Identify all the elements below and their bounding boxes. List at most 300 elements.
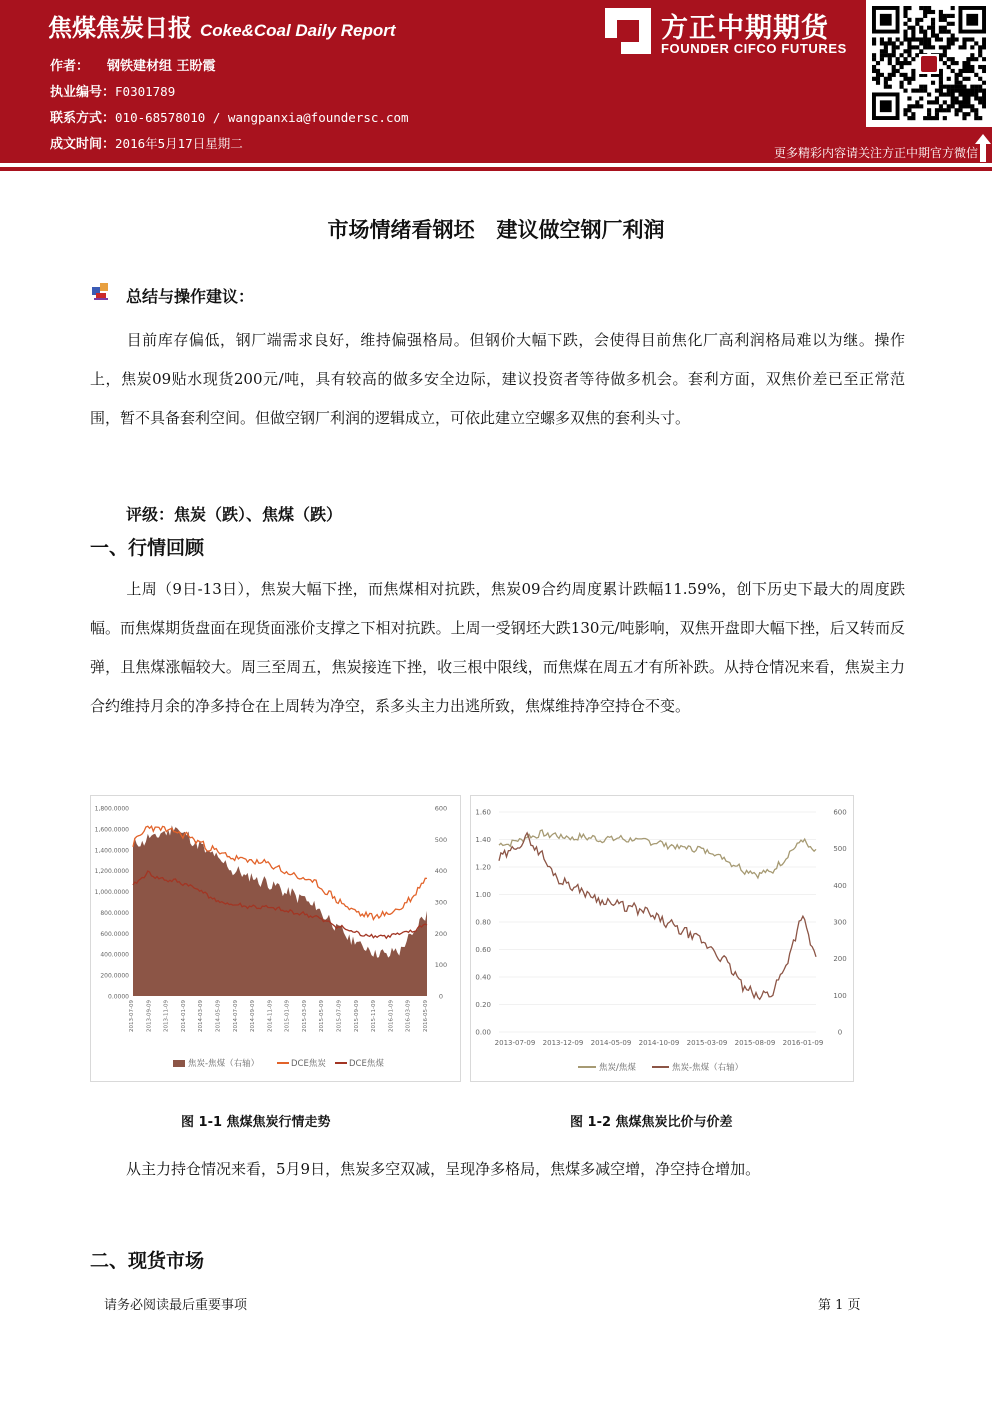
qr-module <box>892 45 896 49</box>
qr-module <box>903 108 907 112</box>
qr-module <box>919 26 923 30</box>
follow-bar <box>0 141 992 163</box>
qr-module <box>900 81 904 85</box>
qr-module <box>907 53 911 57</box>
qr-module <box>951 85 955 89</box>
qr-module <box>974 96 978 100</box>
qr-module <box>958 104 962 108</box>
qr-module <box>970 37 974 41</box>
qr-module <box>872 65 876 69</box>
qr-module <box>955 89 959 93</box>
qr-module <box>951 100 955 104</box>
qr-module <box>919 89 923 93</box>
qr-module <box>907 116 911 120</box>
section1-heading: 一、行情回顾 <box>90 537 205 559</box>
qr-module <box>947 37 951 41</box>
qr-module <box>903 89 907 93</box>
qr-module <box>907 6 911 10</box>
author-row <box>50 55 216 74</box>
qr-module <box>982 37 986 41</box>
contact-value[interactable]: 010-68578010 / wangpanxia@foundersc.com <box>115 110 409 125</box>
qr-module <box>903 37 907 41</box>
qr-module <box>915 100 919 104</box>
legend-label-spread: 焦炭-焦煤（右轴） <box>188 1059 260 1069</box>
x-tick-label: 2013-12-09 <box>542 1039 584 1047</box>
qr-module <box>896 45 900 49</box>
qr-module <box>931 30 935 34</box>
qr-module <box>951 92 955 96</box>
x-tick-label: 2014-11-09 <box>267 1000 274 1032</box>
qr-module <box>951 34 955 38</box>
market-review-text: 上周（9日-13日），焦炭大幅下挫，而焦煤相对抗跌，焦炭09合约周度累计跌幅11.59%，创下历史下最大的周度跌幅。而焦煤期货盘面在现货面涨价支撑之下相对抗跌。上周一受钢坯大跌130元/吨影响，双焦开盘即大幅下挫，后又转而反弹，且焦煤涨幅较大。周三至周五，焦炭接连下挫，收三根中限线，而焦煤在周五才有所补跌。从持仓情况来看，焦炭主力合约维持月余的净多持仓在上周转为净空，系多头主力出逃所致，焦煤维持净空持仓不变。 <box>90 580 905 715</box>
qr-module <box>872 53 876 57</box>
qr-module <box>982 89 986 93</box>
qr-module <box>907 49 911 53</box>
license-label: 执业编号： <box>50 85 116 100</box>
qr-module <box>931 18 935 22</box>
qr-module <box>958 92 962 96</box>
date-value: 2016年5月17日星期二 <box>115 136 243 151</box>
follow-wechat-text: 更多精彩内容请关注方正中期官方微信 <box>773 146 978 160</box>
qr-module <box>915 18 919 22</box>
qr-module <box>923 30 927 34</box>
qr-module <box>962 96 966 100</box>
qr-module <box>962 77 966 81</box>
qr-module <box>872 77 876 81</box>
qr-module <box>884 45 888 49</box>
qr-module <box>955 108 959 112</box>
qr-module <box>951 57 955 61</box>
y-left-tick-label: 1,400.0000 <box>94 847 129 855</box>
qr-module <box>931 45 935 49</box>
qr-module <box>915 53 919 57</box>
qr-module <box>951 41 955 45</box>
qr-module <box>966 112 970 116</box>
qr-module <box>927 100 931 104</box>
qr-module <box>935 37 939 41</box>
qr-module <box>943 108 947 112</box>
qr-module <box>935 96 939 100</box>
qr-module <box>907 96 911 100</box>
x-tick-label: 2015-03-09 <box>686 1039 728 1047</box>
qr-module <box>947 89 951 93</box>
qr-module <box>915 37 919 41</box>
qr-module <box>939 45 943 49</box>
qr-module <box>876 81 880 85</box>
qr-module <box>919 30 923 34</box>
qr-module <box>962 89 966 93</box>
qr-module <box>919 104 923 108</box>
qr-module <box>978 65 982 69</box>
qr-module <box>888 37 892 41</box>
arrow-up-icon <box>975 134 991 162</box>
x-tick-label: 2016-01-09 <box>782 1039 824 1047</box>
x-tick-label: 2016-05-09 <box>423 1000 429 1032</box>
qr-module <box>931 22 935 26</box>
summary-text: 目前库存偏低，钢厂端需求良好，维持偏强格局。但钢价大幅下跌，会使得目前焦化厂高利润格局难以为继。操作上，焦炭09贴水现货200元/吨，具有较高的做多安全边际，建议投资者等待做多机会。套利方面，双焦价差已至正常范围，暂不具备套利空间。但做空钢厂利润的逻辑成立，可依此建立空螺多双焦的套利头寸。 <box>90 331 905 427</box>
y-left-tick-label: 1.20 <box>475 863 491 872</box>
legend-label-spread: 焦炭-焦煤（右轴） <box>672 1063 744 1073</box>
qr-module <box>907 81 911 85</box>
qr-module <box>911 77 915 81</box>
qr-module <box>943 26 947 30</box>
x-tick-label: 2015-09-09 <box>353 1000 360 1032</box>
qr-module <box>888 77 892 81</box>
y-right-tick-label: 200 <box>833 955 847 964</box>
qr-module <box>927 37 931 41</box>
qr-module <box>966 61 970 65</box>
x-tick-label: 2016-03-09 <box>405 1000 412 1032</box>
qr-module <box>962 61 966 65</box>
qr-module <box>939 89 943 93</box>
qr-module <box>923 45 927 49</box>
qr-module <box>935 108 939 112</box>
legend-label-dce-coal: DCE焦煤 <box>349 1059 384 1069</box>
qr-module <box>966 57 970 61</box>
legend-label-dce-coke: DCE焦炭 <box>291 1059 326 1069</box>
qr-module <box>896 69 900 73</box>
qr-module <box>970 65 974 69</box>
qr-module <box>915 104 919 108</box>
qr-module <box>907 61 911 65</box>
qr-module <box>911 45 915 49</box>
qr-module <box>892 41 896 45</box>
qr-module <box>939 69 943 73</box>
qr-module <box>911 73 915 77</box>
qr-module <box>947 57 951 61</box>
qr-module <box>951 61 955 65</box>
qr-module <box>900 41 904 45</box>
y-right-tick-label: 500 <box>434 835 448 844</box>
qr-module <box>903 14 907 18</box>
qr-module <box>943 100 947 104</box>
qr-module <box>907 45 911 49</box>
qr-module <box>911 69 915 73</box>
qr-module <box>962 69 966 73</box>
qr-module <box>935 100 939 104</box>
qr-module <box>911 104 915 108</box>
qr-module <box>970 45 974 49</box>
qr-module <box>919 37 923 41</box>
qr-module <box>903 22 907 26</box>
qr-module <box>955 73 959 77</box>
qr-module <box>958 73 962 77</box>
qr-module <box>978 77 982 81</box>
x-tick-label: 2013-11-09 <box>163 1000 170 1032</box>
qr-module <box>872 41 876 45</box>
qr-module <box>955 81 959 85</box>
qr-module <box>974 112 978 116</box>
qr-module <box>943 14 947 18</box>
company-logo <box>605 6 860 62</box>
qr-module <box>982 92 986 96</box>
qr-module <box>907 104 911 108</box>
qr-finder-core <box>880 100 892 112</box>
qr-module <box>888 73 892 77</box>
x-tick-label: 2015-01-09 <box>284 1000 291 1032</box>
qr-module <box>923 89 927 93</box>
qr-module <box>943 92 947 96</box>
report-header <box>0 0 992 163</box>
y-left-tick-label: 1,600.0000 <box>94 826 129 834</box>
qr-module <box>966 65 970 69</box>
qr-module <box>978 116 982 120</box>
qr-module <box>947 108 951 112</box>
qr-module <box>939 85 943 89</box>
y-left-tick-label: 1.00 <box>475 891 491 899</box>
qr-module <box>911 89 915 93</box>
x-tick-label: 2013-07-09 <box>494 1039 536 1047</box>
qr-module <box>970 104 974 108</box>
qr-module <box>931 26 935 30</box>
y-left-tick-label: 1,800.0000 <box>94 805 129 813</box>
y-right-tick-label: 300 <box>434 898 448 907</box>
qr-module <box>939 81 943 85</box>
series-line-spread <box>499 833 816 999</box>
report-title-en: Coke&Coal Daily Report <box>200 21 396 40</box>
qr-module <box>970 89 974 93</box>
qr-module <box>943 53 947 57</box>
y-left-tick-label: 1.40 <box>475 836 491 844</box>
y-left-tick-label: 1.60 <box>475 808 491 817</box>
qr-module <box>884 81 888 85</box>
y-left-tick-label: 1,200.0000 <box>94 868 129 876</box>
qr-module <box>939 53 943 57</box>
qr-module <box>947 22 951 26</box>
x-tick-label: 2014-07-09 <box>232 1000 239 1032</box>
qr-module <box>911 112 915 116</box>
qr-module <box>970 85 974 89</box>
qr-module <box>907 18 911 22</box>
x-tick-label: 2015-05-09 <box>319 1000 326 1032</box>
qr-module <box>919 96 923 100</box>
figure-caption-2: 图 1-2 焦煤焦炭比价与价差 <box>570 1115 733 1130</box>
qr-module <box>966 96 970 100</box>
qr-module <box>919 49 923 53</box>
qr-module <box>947 77 951 81</box>
qr-module <box>982 41 986 45</box>
qr-module <box>951 89 955 93</box>
qr-module <box>951 69 955 73</box>
qr-module <box>939 92 943 96</box>
qr-module <box>978 85 982 89</box>
y-left-tick-label: 0.40 <box>475 973 491 982</box>
qr-module <box>958 89 962 93</box>
qr-module <box>955 112 959 116</box>
y-right-tick-label: 0 <box>438 992 444 1001</box>
qr-module <box>900 85 904 89</box>
qr-module <box>958 45 962 49</box>
qr-module <box>923 116 927 120</box>
y-right-tick-label: 400 <box>434 867 448 876</box>
qr-module <box>880 73 884 77</box>
qr-module <box>947 45 951 49</box>
y-right-tick-label: 300 <box>833 918 847 927</box>
series-line-ratio <box>499 830 816 878</box>
y-left-tick-label: 800.0000 <box>100 909 129 917</box>
qr-module <box>951 37 955 41</box>
qr-module <box>896 37 900 41</box>
qr-module <box>907 37 911 41</box>
qr-module <box>923 10 927 14</box>
x-tick-label: 2015-03-09 <box>301 1000 308 1032</box>
qr-module <box>900 53 904 57</box>
qr-module <box>970 69 974 73</box>
qr-module <box>947 65 951 69</box>
qr-module <box>872 37 876 41</box>
qr-module <box>943 30 947 34</box>
qr-module <box>911 37 915 41</box>
contact-row <box>50 107 409 126</box>
qr-finder-core <box>880 14 892 26</box>
qr-module <box>978 89 982 93</box>
qr-module <box>911 30 915 34</box>
qr-module <box>907 41 911 45</box>
qr-module <box>939 37 943 41</box>
qr-module <box>962 85 966 89</box>
author-label: 作者： <box>50 59 90 74</box>
y-right-tick-label: 600 <box>434 804 448 813</box>
header-divider <box>0 167 992 171</box>
x-tick-label: 2015-11-09 <box>371 1000 378 1032</box>
qr-module <box>927 26 931 30</box>
qr-module <box>923 14 927 18</box>
qr-module <box>907 26 911 30</box>
qr-module <box>872 57 876 61</box>
qr-center-logo-icon <box>921 56 937 72</box>
qr-module <box>958 69 962 73</box>
market-review-paragraph <box>90 570 905 726</box>
qr-module <box>955 61 959 65</box>
qr-module <box>903 112 907 116</box>
qr-module <box>923 41 927 45</box>
qr-module <box>955 96 959 100</box>
qr-module <box>982 96 986 100</box>
logo-text-cn: 方正中期期货 <box>661 13 829 44</box>
qr-module <box>962 65 966 69</box>
qr-module <box>927 6 931 10</box>
y-right-tick-label: 100 <box>434 961 448 970</box>
qr-module <box>892 49 896 53</box>
x-tick-label: 2015-07-09 <box>336 1000 343 1032</box>
position-paragraph <box>90 1150 905 1189</box>
qr-module <box>911 116 915 120</box>
y-right-tick-label: 100 <box>833 991 847 1000</box>
y-left-tick-label: 1,000.0000 <box>94 889 129 897</box>
qr-module <box>966 69 970 73</box>
qr-module <box>892 73 896 77</box>
qr-module <box>962 45 966 49</box>
y-left-tick-label: 0.80 <box>475 918 491 927</box>
qr-module <box>900 73 904 77</box>
qr-module <box>982 57 986 61</box>
qr-module <box>947 41 951 45</box>
legend-swatch-spread <box>173 1060 185 1067</box>
qr-module <box>943 49 947 53</box>
qr-module <box>903 30 907 34</box>
chart-ratio-spread <box>470 795 854 1082</box>
qr-module <box>919 18 923 22</box>
qr-module <box>982 65 986 69</box>
qr-module <box>939 57 943 61</box>
qr-module <box>982 45 986 49</box>
qr-module <box>939 10 943 14</box>
qr-module <box>966 92 970 96</box>
qr-module <box>915 89 919 93</box>
qr-module <box>974 57 978 61</box>
qr-module <box>982 104 986 108</box>
x-tick-label: 2014-05-09 <box>215 1000 222 1032</box>
qr-module <box>927 116 931 120</box>
y-left-tick-label: 600.0000 <box>100 930 129 938</box>
qr-module <box>931 10 935 14</box>
summary-paragraph <box>90 321 905 438</box>
license-row <box>50 81 175 100</box>
y-left-tick-label: 200.0000 <box>100 972 129 980</box>
qr-module <box>927 10 931 14</box>
qr-module <box>888 53 892 57</box>
qr-module <box>951 22 955 26</box>
qr-module <box>903 73 907 77</box>
qr-module <box>951 96 955 100</box>
qr-module <box>951 104 955 108</box>
qr-module <box>923 6 927 10</box>
qr-module <box>974 108 978 112</box>
qr-module <box>939 30 943 34</box>
qr-module <box>927 45 931 49</box>
x-tick-label: 2014-01-09 <box>180 1000 187 1032</box>
qr-module <box>982 69 986 73</box>
qr-module <box>931 81 935 85</box>
qr-module <box>947 92 951 96</box>
qr-module <box>978 96 982 100</box>
qr-module <box>939 26 943 30</box>
qr-module <box>962 92 966 96</box>
x-tick-label: 2016-01-09 <box>388 1000 395 1032</box>
qr-module <box>970 53 974 57</box>
qr-module <box>876 73 880 77</box>
qr-module <box>915 45 919 49</box>
qr-module <box>943 61 947 65</box>
qr-module <box>939 77 943 81</box>
qr-module <box>966 104 970 108</box>
qr-module <box>880 49 884 53</box>
y-left-tick-label: 0.20 <box>475 1001 491 1009</box>
qr-module <box>903 77 907 81</box>
qr-module <box>892 53 896 57</box>
qr-module <box>892 69 896 73</box>
qr-module <box>974 116 978 120</box>
qr-module <box>962 112 966 116</box>
qr-module <box>947 30 951 34</box>
y-left-tick-label: 400.0000 <box>100 951 129 959</box>
y-right-tick-label: 600 <box>833 808 847 817</box>
document-title: 市场情绪看钢坯 建议做空钢厂利润 <box>327 218 665 242</box>
qr-module <box>919 6 923 10</box>
qr-module <box>943 85 947 89</box>
qr-module <box>907 77 911 81</box>
qr-module <box>903 57 907 61</box>
qr-module <box>978 100 982 104</box>
qr-module <box>974 73 978 77</box>
qr-module <box>884 77 888 81</box>
qr-module <box>880 41 884 45</box>
section2-heading: 二、现货市场 <box>90 1250 205 1272</box>
qr-module <box>888 57 892 61</box>
qr-module <box>915 22 919 26</box>
series-area-spread <box>133 825 427 996</box>
qr-module <box>970 57 974 61</box>
